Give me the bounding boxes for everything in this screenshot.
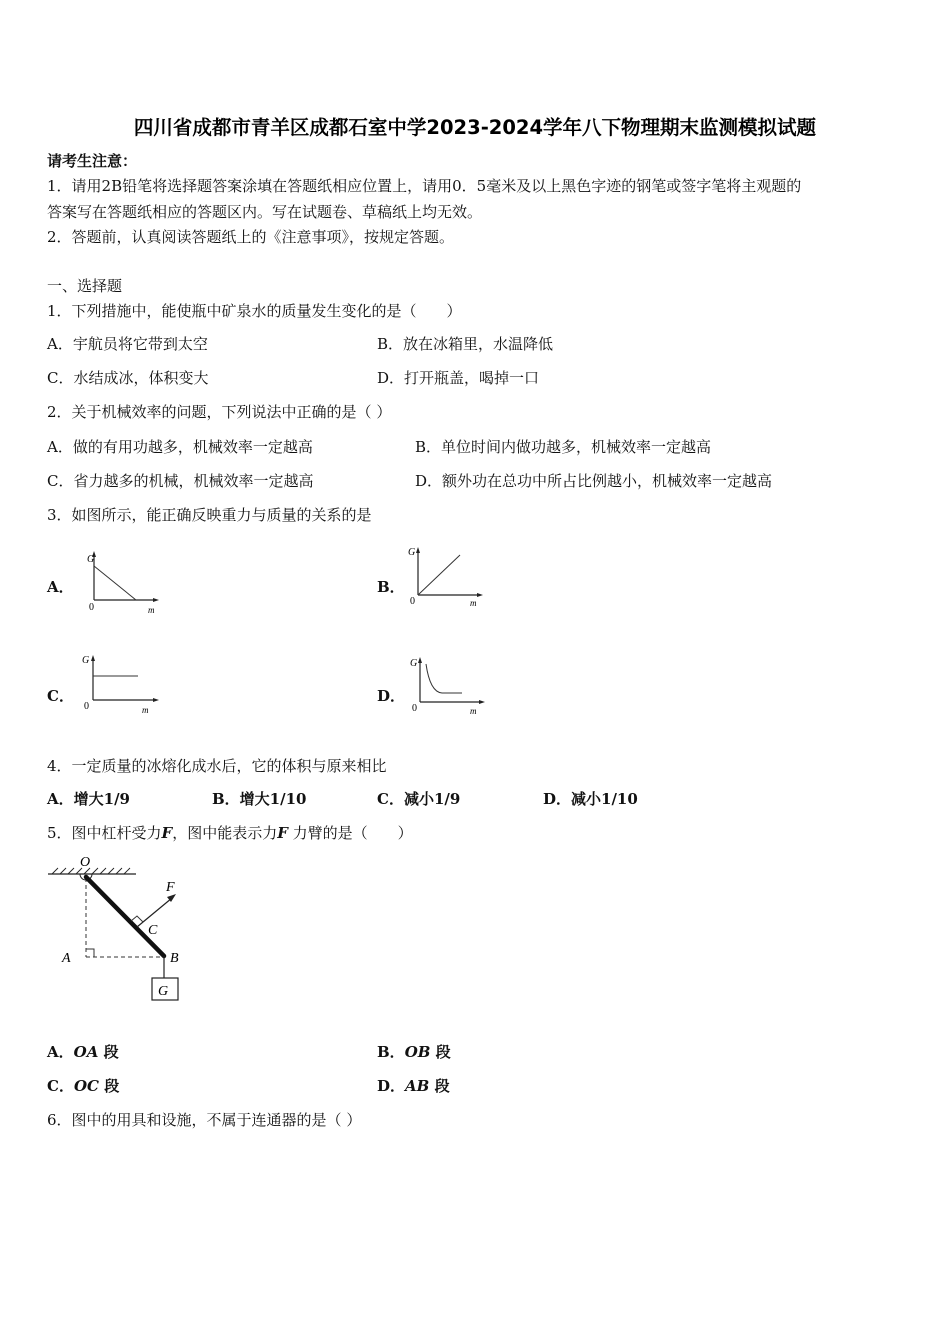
q3-graph-c: [78, 648, 168, 720]
notice-item2: 2．答题前，认真阅读答题纸上的《注意事项》，按规定答题。: [47, 228, 455, 246]
q3-b-axis-y: G: [408, 547, 416, 558]
q3-d-axis-x: m: [470, 706, 477, 716]
q3-graph-a: [82, 546, 172, 618]
q3-a-origin: 0: [89, 602, 94, 613]
q3-c-axis-x: m: [142, 705, 149, 715]
q3-graph-b: [404, 540, 494, 612]
q3-option-d: D．: [377, 687, 406, 705]
q5-label-b: B: [170, 951, 179, 966]
q1-option-c: C．水结成冰，体积变大: [47, 369, 209, 387]
q2-option-b: B．单位时间内做功越多，机械效率一定越高: [415, 438, 712, 456]
notice-item1-line1: 1．请用2B铅笔将选择题答案涂填在答题纸相应位置上，请用0．5毫米及以上黑色字迹的钢笔或签字笔将主观题的: [47, 177, 802, 195]
q1-option-d: D．打开瓶盖，喝掉一口: [377, 369, 540, 387]
q2-option-c: C．省力越多的机械，机械效率一定越高: [47, 472, 314, 490]
q2-stem: 2．关于机械效率的问题，下列说法中正确的是（ ）: [47, 403, 392, 421]
q1-stem: 1．下列措施中，能使瓶中矿泉水的质量发生变化的是（ ）: [47, 302, 462, 320]
q2-option-d: D．额外功在总功中所占比例越小，机械效率一定越高: [415, 472, 773, 490]
q2-option-a: A．做的有用功越多，机械效率一定越高: [47, 438, 313, 456]
notice-item1-line2: 答案写在答题纸相应的答题区内。写在试题卷、草稿纸上均无效。: [47, 203, 483, 221]
q5-label-g: G: [158, 984, 169, 999]
q5-option-d: D．AB 段: [377, 1077, 450, 1095]
q1-option-b: B．放在冰箱里，水温降低: [377, 335, 554, 353]
q3-d-axis-y: G: [410, 658, 418, 669]
q3-option-a: A．: [47, 578, 74, 596]
q3-c-axis-y: G: [82, 655, 90, 666]
q5-label-a: A: [62, 951, 71, 966]
q5-option-a: A．OA 段: [47, 1043, 119, 1061]
section-heading: 一、选择题: [47, 277, 123, 295]
q5-label-c: C: [148, 923, 158, 938]
q4-option-a: A．增大1/9: [47, 790, 130, 808]
q5-lever-diagram: [44, 850, 204, 1010]
page-title: 四川省成都市青羊区成都石室中学2023-2024学年八下物理期末监测模拟试题: [133, 116, 817, 139]
q5-option-b: B．OB 段: [377, 1043, 451, 1061]
q3-stem: 3．如图所示，能正确反映重力与质量的关系的是: [47, 506, 372, 524]
q5-stem: 5．图中杠杆受力F，图中能表示力F 力臂的是（ ）: [47, 824, 413, 842]
q3-a-axis-y: G: [87, 554, 95, 565]
q3-option-c: C．: [47, 687, 74, 705]
q3-d-origin: 0: [412, 703, 417, 714]
q5-option-c: C．OC 段: [47, 1077, 120, 1095]
q6-stem: 6．图中的用具和设施，不属于连通器的是（ ）: [47, 1111, 362, 1129]
q3-graph-d: [404, 650, 494, 722]
notice-heading: 请考生注意：: [47, 152, 138, 170]
q1-option-a: A．宇航员将它带到太空: [47, 335, 208, 353]
q3-c-origin: 0: [84, 701, 89, 712]
q3-a-axis-x: m: [148, 605, 155, 615]
q4-option-c: C．减小1/9: [377, 790, 461, 808]
q5-label-o: O: [80, 855, 91, 870]
q4-option-d: D．减小1/10: [543, 790, 638, 808]
q5-label-f: F: [166, 880, 175, 895]
q3-option-b: B．: [377, 578, 405, 596]
q3-b-axis-x: m: [470, 598, 477, 608]
q4-stem: 4．一定质量的冰熔化成水后，它的体积与原来相比: [47, 757, 387, 775]
q3-b-origin: 0: [410, 596, 415, 607]
q4-option-b: B．增大1/10: [212, 790, 307, 808]
